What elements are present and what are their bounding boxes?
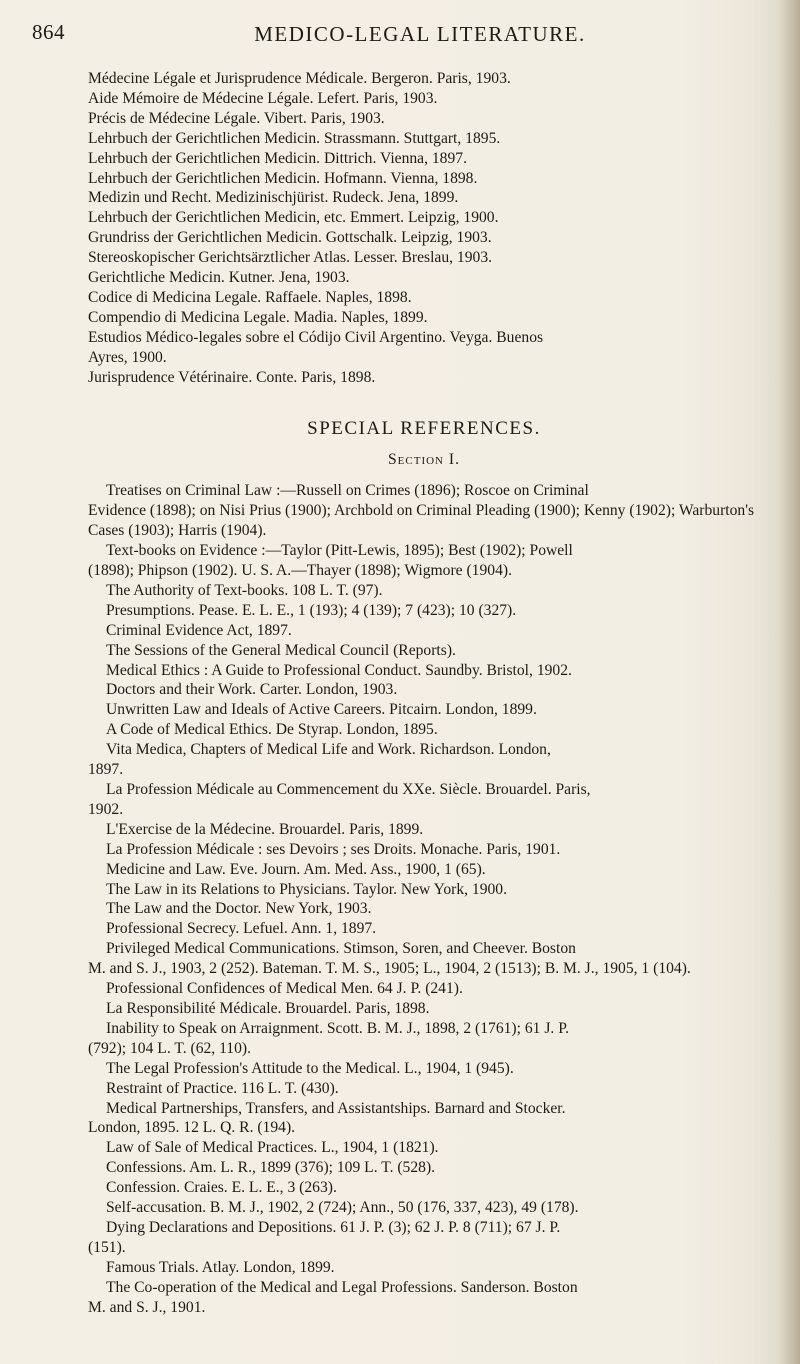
reference-text: The Authority of Text-books. 108 L. T. (97). <box>106 581 383 599</box>
reference-text: Restraint of Practice. 116 L. T. (430). <box>106 1079 339 1097</box>
reference-text: Lehrbuch der Gerichtlichen Medicin. Strassmann. Stuttgart, 1895. <box>88 129 501 147</box>
reference-text: La Profession Médicale au Commencement du XXe. Siècle. Brouardel. Paris, <box>106 781 591 798</box>
special-references-heading: SPECIAL REFERENCES. <box>307 417 541 439</box>
reference-continuation: London, 1895. 12 L. Q. R. (194). <box>88 1119 296 1137</box>
reference-entry <box>88 208 760 228</box>
reference-text: L'Exercise de la Médecine. Brouardel. Paris, 1899. <box>106 820 424 838</box>
reference-text: Unwritten Law and Ideals of Active Careers. Pitcairn. London, 1899. <box>106 701 537 719</box>
reference-continuation: (1898); Phipson (1902). U. S. A.—Thayer (1898); Wigmore (1904). <box>88 562 512 580</box>
reference-entry <box>88 1278 760 1318</box>
reference-text: Gerichtliche Medicin. Kutner. Jena, 1903. <box>88 269 350 287</box>
reference-entry <box>88 288 760 308</box>
reference-text: Privileged Medical Communications. Stimson, Soren, and Cheever. Boston <box>106 940 576 958</box>
reference-text: Professional Confidences of Medical Men. 64 J. P. (241). <box>106 980 463 998</box>
reference-text: Doctors and their Work. Carter. London, 1903. <box>106 681 398 699</box>
page-number: 864 <box>32 20 65 44</box>
reference-text: The Law in its Relations to Physicians. Taylor. New York, 1900. <box>106 880 508 898</box>
reference-entry <box>88 1019 760 1059</box>
reference-entry <box>88 899 760 919</box>
reference-text: Text-books on Evidence :—Taylor (Pitt-Lewis, 1895); Best (1902); Powell <box>106 542 573 560</box>
reference-text: Law of Sale of Medical Practices. L., 1904, 1 (1821). <box>106 1139 439 1157</box>
reference-text: Dying Declarations and Depositions. 61 J. P. (3); 62 J. P. 8 (711); 67 J. P. <box>106 1218 561 1236</box>
reference-entry <box>88 169 760 189</box>
reference-entry <box>88 680 760 700</box>
reference-entry <box>88 368 760 388</box>
reference-text: Estudios Médico-legales sobre el Códijo Civil Argentino. Veyga. Buenos <box>88 328 544 346</box>
reference-entry <box>88 129 760 149</box>
reference-text: Codice di Medicina Legale. Raffaele. Naples, 1898. <box>88 288 412 306</box>
reference-entry <box>88 268 760 288</box>
reference-continuation: M. and S. J., 1903, 2 (252). Bateman. T. M. S., 1905; L., 1904, 2 (1513); B. M. J., 1905, 1 (104). <box>88 960 691 978</box>
reference-continuation: 1902. <box>88 800 124 818</box>
reference-text: La Profession Médicale : ses Devoirs ; ses Droits. Monache. Paris, 1901. <box>106 840 561 858</box>
reference-text: The Law and the Doctor. New York, 1903. <box>106 900 372 918</box>
reference-text: Presumptions. Pease. E. L. E., 1 (193); 4 (139); 7 (423); 10 (327). <box>106 601 517 619</box>
reference-entry <box>88 481 760 541</box>
reference-entry <box>88 541 760 581</box>
reference-continuation: Evidence (1898); on Nisi Prius (1900); Archbold on Criminal Pleading (1900); Kenny (1902); Warburton's Cases (1903); Harris (1904). <box>88 502 755 540</box>
reference-text: Confessions. Am. L. R., 1899 (376); 109 L. T. (528). <box>106 1159 436 1177</box>
reference-entry <box>88 109 760 129</box>
general-reference-list <box>88 69 760 388</box>
reference-entry <box>88 820 760 840</box>
reference-entry <box>88 999 760 1019</box>
reference-entry <box>88 1099 760 1139</box>
special-reference-list <box>88 481 760 1317</box>
reference-entry <box>88 1059 760 1079</box>
reference-entry <box>88 641 760 661</box>
reference-entry <box>88 188 760 208</box>
reference-continuation: Ayres, 1900. <box>88 348 167 366</box>
reference-entry <box>88 979 760 999</box>
reference-entry <box>88 308 760 328</box>
reference-continuation: M. and S. J., 1901. <box>88 1298 206 1316</box>
reference-text: La Responsibilité Médicale. Brouardel. Paris, 1898. <box>106 999 430 1017</box>
reference-entry <box>88 860 760 880</box>
reference-text: Treatises on Criminal Law :—Russell on Crimes (1896); Roscoe on Criminal <box>106 482 589 500</box>
reference-text: Aide Mémoire de Médecine Légale. Lefert. Paris, 1903. <box>88 89 438 107</box>
reference-text: A Code of Medical Ethics. De Styrap. London, 1895. <box>106 721 438 739</box>
reference-continuation: 1897. <box>88 761 124 779</box>
reference-text: Criminal Evidence Act, 1897. <box>106 621 292 639</box>
reference-text: Famous Trials. Atlay. London, 1899. <box>106 1258 335 1276</box>
reference-entry <box>88 581 760 601</box>
reference-entry <box>88 1079 760 1099</box>
reference-continuation: (792); 104 L. T. (62, 110). <box>88 1039 251 1057</box>
reference-entry <box>88 1218 760 1258</box>
reference-entry <box>88 939 760 979</box>
reference-text: Médecine Légale et Jurisprudence Médicale. Bergeron. Paris, 1903. <box>88 70 511 87</box>
reference-entry <box>88 1258 760 1278</box>
reference-text: The Sessions of the General Medical Council (Reports). <box>106 641 456 659</box>
reference-text: Stereoskopischer Gerichtsärztlicher Atlas. Lesser. Breslau, 1903. <box>88 249 493 267</box>
reference-entry <box>88 661 760 681</box>
reference-text: Précis de Médecine Légale. Vibert. Paris, 1903. <box>88 109 385 127</box>
reference-text: Lehrbuch der Gerichtlichen Medicin. Dittrich. Vienna, 1897. <box>88 149 467 167</box>
reference-entry <box>88 740 760 780</box>
reference-entry <box>88 1138 760 1158</box>
reference-text: Jurisprudence Vétérinaire. Conte. Paris, 1898. <box>88 368 376 386</box>
reference-entry <box>88 880 760 900</box>
reference-text: Inability to Speak on Arraignment. Scott. B. M. J., 1898, 2 (1761); 61 J. P. <box>106 1019 570 1037</box>
reference-text: Compendio di Medicina Legale. Madia. Naples, 1899. <box>88 308 428 326</box>
reference-entry <box>88 780 760 820</box>
reference-entry <box>88 1158 760 1178</box>
reference-text: Lehrbuch der Gerichtlichen Medicin. Hofmann. Vienna, 1898. <box>88 169 478 187</box>
reference-entry <box>88 1198 760 1218</box>
running-head: MEDICO-LEGAL LITERATURE. <box>254 22 586 46</box>
reference-text: Lehrbuch der Gerichtlichen Medicin, etc. Emmert. Leipzig, 1900. <box>88 209 499 227</box>
reference-entry <box>88 621 760 641</box>
reference-text: Medizin und Recht. Medizinischjürist. Rudeck. Jena, 1899. <box>88 189 459 207</box>
reference-entry <box>88 328 760 368</box>
reference-entry <box>88 601 760 621</box>
page-edge <box>778 0 800 1364</box>
reference-text: The Legal Profession's Attitude to the Medical. L., 1904, 1 (945). <box>106 1059 514 1077</box>
reference-text: Professional Secrecy. Lefuel. Ann. 1, 1897. <box>106 920 377 938</box>
reference-text: Confession. Craies. E. L. E., 3 (263). <box>106 1179 337 1197</box>
reference-entry <box>88 700 760 720</box>
section-heading: Section I. <box>388 450 460 468</box>
reference-entry <box>88 1178 760 1198</box>
reference-text: Grundriss der Gerichtlichen Medicin. Gottschalk. Leipzig, 1903. <box>88 229 492 247</box>
reference-text: The Co-operation of the Medical and Legal Professions. Sanderson. Boston <box>106 1278 578 1296</box>
reference-entry <box>88 720 760 740</box>
reference-entry <box>88 149 760 169</box>
reference-text: Medical Partnerships, Transfers, and Assistantships. Barnard and Stocker. <box>106 1099 566 1117</box>
page-body <box>88 69 760 1317</box>
reference-text: Self-accusation. B. M. J., 1902, 2 (724); Ann., 50 (176, 337, 423), 49 (178). <box>106 1199 579 1217</box>
reference-entry <box>88 248 760 268</box>
reference-text: Vita Medica, Chapters of Medical Life and Work. Richardson. London, <box>106 741 551 759</box>
reference-entry <box>88 919 760 939</box>
reference-continuation: (151). <box>88 1238 126 1256</box>
reference-entry <box>88 69 760 89</box>
reference-entry <box>88 228 760 248</box>
reference-entry <box>88 89 760 109</box>
reference-text: Medicine and Law. Eve. Journ. Am. Med. Ass., 1900, 1 (65). <box>106 860 486 878</box>
reference-text: Medical Ethics : A Guide to Professional Conduct. Saundby. Bristol, 1902. <box>106 661 572 679</box>
reference-entry <box>88 840 760 860</box>
